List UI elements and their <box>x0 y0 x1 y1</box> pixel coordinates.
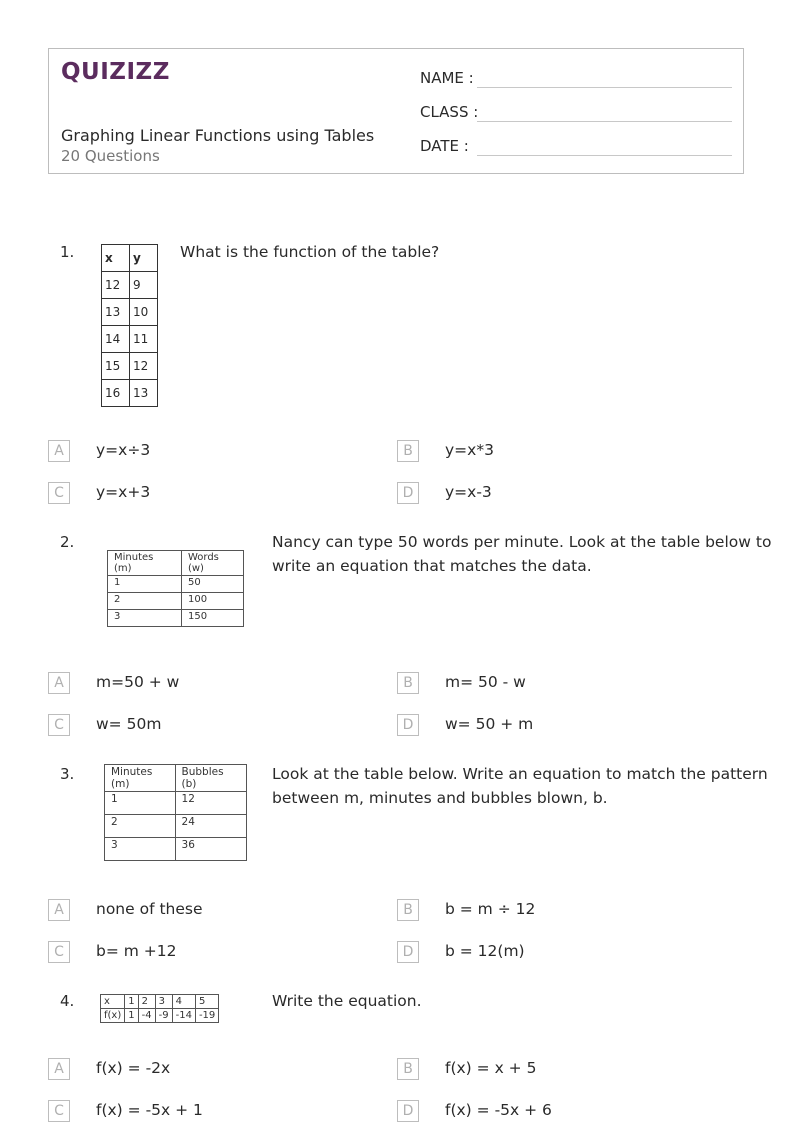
table-row <box>105 815 247 838</box>
table-row <box>101 995 219 1009</box>
question-3-table <box>104 764 247 861</box>
worksheet-title: Graphing Linear Functions using Tables <box>61 126 375 145</box>
table-cell: -19 <box>195 1009 218 1023</box>
option-c-box[interactable]: C <box>48 482 70 504</box>
cell-line: (m) <box>111 778 130 790</box>
date-label: DATE : <box>420 137 469 155</box>
table-cell: 14 <box>102 326 130 353</box>
option-a-text[interactable]: none of these <box>96 900 203 918</box>
question-text-line: write an equation that matches the data. <box>272 557 592 575</box>
table-cell: 100 <box>181 593 243 610</box>
option-a-box[interactable]: A <box>48 672 70 694</box>
name-field[interactable] <box>420 69 474 87</box>
table-cell: 15 <box>102 353 130 380</box>
class-label: CLASS : <box>420 103 479 121</box>
option-d-text[interactable]: y=x-3 <box>445 483 492 501</box>
table-cell <box>105 765 176 792</box>
question-number: 4. <box>60 992 75 1010</box>
option-b-box[interactable]: B <box>397 440 419 462</box>
option-d-box[interactable]: D <box>397 714 419 736</box>
class-line[interactable] <box>477 121 732 122</box>
table-cell: 150 <box>181 610 243 627</box>
cell-line: Bubbles <box>181 766 224 778</box>
table-cell: 3 <box>155 995 172 1009</box>
option-b-box[interactable]: B <box>397 899 419 921</box>
option-b-box[interactable]: B <box>397 1058 419 1080</box>
table-cell: 1 <box>105 792 176 815</box>
worksheet-header <box>48 48 744 174</box>
table-cell: 1 <box>125 1009 138 1023</box>
cell-line: (b) <box>181 778 197 790</box>
table-cell: 50 <box>181 576 243 593</box>
table-row <box>102 272 158 299</box>
table-cell: 10 <box>130 299 158 326</box>
option-d-text[interactable]: w= 50 + m <box>445 715 534 733</box>
table-cell <box>108 551 182 576</box>
option-d-box[interactable]: D <box>397 941 419 963</box>
table-row <box>102 299 158 326</box>
table-row <box>102 353 158 380</box>
table-cell: 16 <box>102 380 130 407</box>
table-cell: 3 <box>108 610 182 627</box>
table-row <box>108 610 244 627</box>
class-field[interactable] <box>420 103 478 121</box>
option-a-text[interactable]: m=50 + w <box>96 673 180 691</box>
question-text: Write the equation. <box>272 992 422 1010</box>
name-label: NAME : <box>420 69 474 87</box>
table-row <box>108 593 244 610</box>
table-cell: f(x) <box>101 1009 125 1023</box>
cell-line: Words <box>187 552 219 563</box>
question-count: 20 Questions <box>61 147 160 165</box>
table-row <box>105 765 247 792</box>
question-text <box>272 762 768 810</box>
question-number: 1. <box>60 243 75 261</box>
table-cell: 2 <box>138 995 155 1009</box>
table-cell: 3 <box>105 838 176 861</box>
table-row <box>102 326 158 353</box>
table-cell: 12 <box>175 792 246 815</box>
table-row <box>102 380 158 407</box>
question-number: 3. <box>60 765 75 783</box>
name-line[interactable] <box>477 87 732 88</box>
question-text-line: Nancy can type 50 words per minute. Look at the table below to <box>272 533 772 551</box>
option-d-box[interactable]: D <box>397 1100 419 1122</box>
table-cell <box>175 765 246 792</box>
table-cell: 24 <box>175 815 246 838</box>
option-b-text[interactable]: y=x*3 <box>445 441 494 459</box>
cell-line: Minutes <box>114 552 154 563</box>
table-cell: 1 <box>108 576 182 593</box>
option-c-box[interactable]: C <box>48 714 70 736</box>
table-row <box>105 792 247 815</box>
cell-line: (m) <box>114 563 132 574</box>
option-a-text[interactable]: y=x÷3 <box>96 441 151 459</box>
question-text: What is the function of the table? <box>180 243 440 261</box>
option-c-box[interactable]: C <box>48 941 70 963</box>
table-cell: 12 <box>130 353 158 380</box>
option-b-text[interactable]: b = m ÷ 12 <box>445 900 536 918</box>
table-cell: y <box>130 245 158 272</box>
question-4-table <box>100 994 219 1023</box>
date-line[interactable] <box>477 155 732 156</box>
option-d-text[interactable]: b = 12(m) <box>445 942 525 960</box>
cell-line: (w) <box>187 563 204 574</box>
table-cell: 1 <box>125 995 138 1009</box>
table-cell: -9 <box>155 1009 172 1023</box>
table-cell: 2 <box>108 593 182 610</box>
option-d-box[interactable]: D <box>397 482 419 504</box>
date-field[interactable] <box>420 137 469 155</box>
table-cell: x <box>102 245 130 272</box>
table-cell: -4 <box>138 1009 155 1023</box>
option-a-box[interactable]: A <box>48 899 70 921</box>
table-cell: 13 <box>102 299 130 326</box>
question-text <box>272 530 771 578</box>
table-row <box>102 245 158 272</box>
table-row <box>101 1009 219 1023</box>
option-a-box[interactable]: A <box>48 1058 70 1080</box>
option-c-text[interactable]: b= m +12 <box>96 942 177 960</box>
quizizz-logo: QUIZIZZ <box>61 59 170 85</box>
option-a-text[interactable]: f(x) = -2x <box>96 1059 171 1077</box>
option-c-text[interactable]: w= 50m <box>96 715 162 733</box>
table-row <box>108 551 244 576</box>
table-row <box>108 576 244 593</box>
table-cell: 13 <box>130 380 158 407</box>
option-b-text[interactable]: m= 50 - w <box>445 673 526 691</box>
question-2-table <box>107 550 244 627</box>
question-1-table <box>101 244 158 407</box>
table-row <box>105 838 247 861</box>
table-cell <box>181 551 243 576</box>
question-text-line: Look at the table below. Write an equation to match the pattern <box>272 765 768 783</box>
question-number: 2. <box>60 533 75 551</box>
table-cell: -14 <box>172 1009 195 1023</box>
option-a-box[interactable]: A <box>48 440 70 462</box>
table-cell: 5 <box>195 995 218 1009</box>
option-c-box[interactable]: C <box>48 1100 70 1122</box>
table-cell: 9 <box>130 272 158 299</box>
table-cell: 2 <box>105 815 176 838</box>
option-c-text[interactable]: f(x) = -5x + 1 <box>96 1101 203 1119</box>
option-c-text[interactable]: y=x+3 <box>96 483 151 501</box>
table-cell: x <box>101 995 125 1009</box>
option-b-text[interactable]: f(x) = x + 5 <box>445 1059 537 1077</box>
option-b-box[interactable]: B <box>397 672 419 694</box>
table-cell: 36 <box>175 838 246 861</box>
question-text-line: between m, minutes and bubbles blown, b. <box>272 789 608 807</box>
table-cell: 4 <box>172 995 195 1009</box>
cell-line: Minutes <box>111 766 153 778</box>
table-cell: 12 <box>102 272 130 299</box>
table-cell: 11 <box>130 326 158 353</box>
option-d-text[interactable]: f(x) = -5x + 6 <box>445 1101 552 1119</box>
